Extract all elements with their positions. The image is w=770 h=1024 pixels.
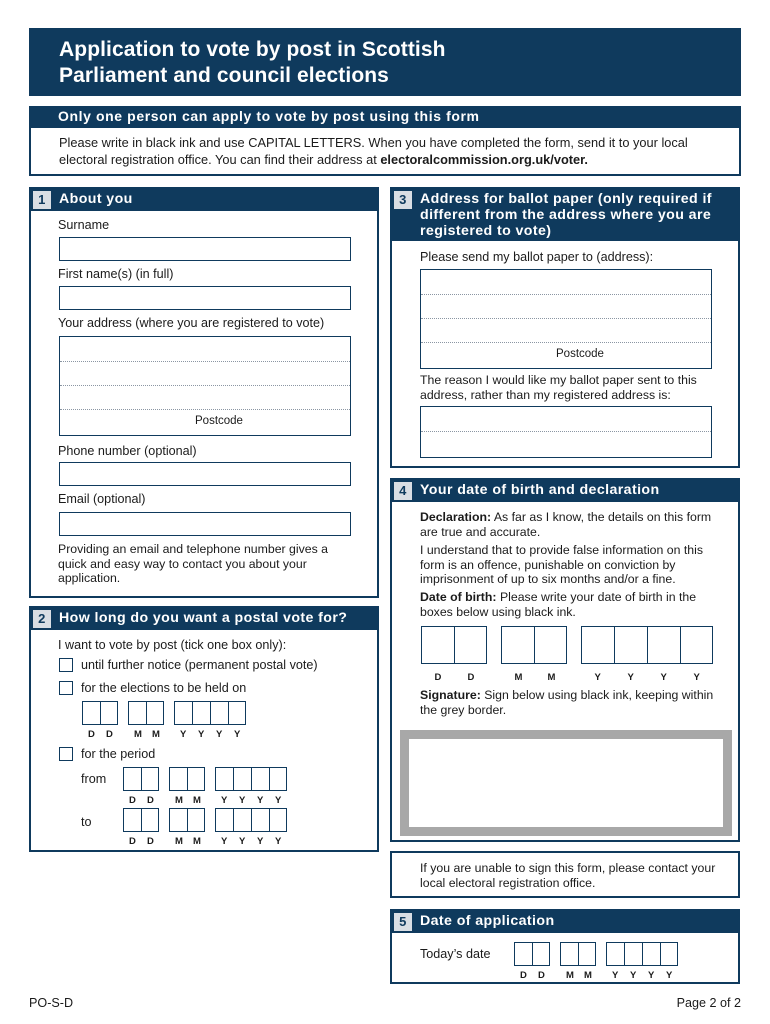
date-y-box[interactable] (606, 942, 678, 966)
period-to-label: to (81, 815, 92, 829)
date-y-box[interactable] (174, 701, 246, 725)
section-5-header (392, 911, 738, 933)
first-names-label: First name(s) (in full) (58, 267, 174, 281)
declaration-body: As far as I know, the details on this form are true and accurate. (420, 510, 712, 539)
section-3-title: Address for ballot paper (only required if different from the address where you are registered to vote) (420, 191, 712, 239)
section-3-header (392, 189, 738, 241)
address-dotted-line (60, 409, 350, 410)
reason-dotted-line (421, 431, 711, 432)
date-m-letter: M (134, 729, 142, 740)
date-cell-divider (578, 943, 579, 965)
period-from-label: from (81, 772, 107, 786)
period-checkbox[interactable] (59, 747, 73, 761)
date-cell-divider (233, 768, 234, 790)
date-y-letter: Y (180, 729, 187, 740)
date-cell-divider (614, 627, 615, 663)
date-cell-divider (534, 627, 535, 663)
false-information-warning: I understand that to provide false information on this form is an offence, punishable on conviction by imprisonment of up to six months and/or a fine. (420, 543, 703, 586)
date-m-letter: M (175, 795, 183, 806)
permanent-vote-checkbox[interactable] (59, 658, 73, 672)
one-person-banner: Only one person can apply to vote by post using this form (29, 106, 741, 128)
date-y-letter: Y (630, 970, 637, 981)
date-cell-divider (454, 627, 455, 663)
section-2-header (31, 608, 377, 630)
form-title-line-1: Application to vote by post in Scottish (59, 38, 446, 61)
dob-heading: Date of birth: (420, 590, 497, 604)
date-y-box[interactable] (215, 767, 287, 791)
date-cell-divider (269, 809, 270, 831)
date-d-letter: D (129, 836, 136, 847)
section-2-number: 2 (33, 610, 51, 628)
section-5-number: 5 (394, 913, 412, 931)
date-m-box[interactable] (128, 701, 164, 725)
date-y-letter: Y (239, 795, 246, 806)
date-y-letter: Y (594, 672, 601, 683)
ballot-postcode-label: Postcode (556, 348, 604, 360)
instructions-box (29, 128, 741, 176)
email-label: Email (optional) (58, 492, 146, 506)
date-y-letter: Y (221, 836, 228, 847)
contact-note: Providing an email and telephone number gives a quick and easy way to contact you about your application. (58, 542, 329, 585)
date-y-box[interactable] (215, 808, 287, 832)
home-address-field[interactable] (59, 336, 351, 436)
date-y-letter: Y (660, 672, 667, 683)
todays-date-boxes[interactable] (514, 942, 684, 981)
postal-vote-intro: I want to vote by post (tick one box only): (58, 638, 287, 652)
date-cell-divider (251, 768, 252, 790)
ballot-address-dotted-line (421, 318, 711, 319)
instructions-text: Please write in black ink and use CAPITAL LETTERS. When you have completed the form, send it to your local electoral registration office. You can find their address at (59, 135, 688, 167)
date-cell-divider (187, 809, 188, 831)
date-d-letter: D (538, 970, 545, 981)
address-dotted-line (60, 385, 350, 386)
section-1-title: About you (59, 191, 133, 207)
date-m-box[interactable] (560, 942, 596, 966)
date-y-letter: Y (257, 795, 264, 806)
period-to-date-boxes[interactable] (123, 808, 293, 847)
date-d-letter: D (520, 970, 527, 981)
date-m-letter: M (193, 795, 201, 806)
date-d-box[interactable] (514, 942, 550, 966)
date-cell-divider (660, 943, 661, 965)
section-5-title: Date of application (420, 913, 555, 929)
date-cell-divider (187, 768, 188, 790)
date-y-letter: Y (648, 970, 655, 981)
date-m-letter: M (175, 836, 183, 847)
surname-field[interactable] (59, 237, 351, 261)
home-postcode-label: Postcode (195, 415, 243, 427)
date-y-letter: Y (612, 970, 619, 981)
date-d-letter: D (147, 836, 154, 847)
declaration-heading: Declaration: (420, 510, 492, 524)
date-cell-divider (228, 702, 229, 724)
date-m-letter: M (566, 970, 574, 981)
date-y-letter: Y (221, 795, 228, 806)
date-d-box[interactable] (123, 808, 159, 832)
date-m-letter: M (514, 672, 523, 683)
date-cell-divider (141, 768, 142, 790)
unable-to-sign-box (390, 851, 740, 898)
date-y-letter: Y (198, 729, 205, 740)
date-cell-divider (269, 768, 270, 790)
surname-label: Surname (58, 218, 110, 232)
section-2-title: How long do you want a postal vote for? (59, 610, 348, 626)
phone-field[interactable] (59, 462, 351, 486)
email-field[interactable] (59, 512, 351, 536)
home-address-label: Your address (where you are registered to vote) (58, 316, 325, 330)
date-d-box[interactable] (421, 626, 487, 664)
election-date-boxes[interactable] (82, 701, 252, 740)
date-cell-divider (233, 809, 234, 831)
form-code: PO-S-D (29, 996, 74, 1010)
section-4-header (392, 480, 738, 502)
todays-date-label: Today’s date (420, 947, 491, 961)
date-d-letter: D (88, 729, 95, 740)
phone-label: Phone number (optional) (58, 444, 197, 458)
date-m-letter: M (193, 836, 201, 847)
form-title-line-2: Parliament and council elections (59, 64, 389, 87)
date-cell-divider (624, 943, 625, 965)
ballot-address-dotted-line (421, 342, 711, 343)
specific-election-checkbox[interactable] (59, 681, 73, 695)
dob-body: Please write your date of birth in the boxes below using black ink. (420, 590, 697, 619)
date-of-birth-boxes[interactable] (421, 626, 721, 686)
date-y-letter: Y (275, 795, 282, 806)
date-cell-divider (642, 943, 643, 965)
date-cell-divider (210, 702, 211, 724)
page-number: Page 2 of 2 (676, 996, 741, 1010)
date-cell-divider (141, 809, 142, 831)
ballot-reason-field[interactable] (420, 406, 712, 458)
section-ballot-address (390, 187, 740, 468)
date-d-letter: D (129, 795, 136, 806)
date-d-box[interactable] (82, 701, 118, 725)
date-m-letter: M (584, 970, 592, 981)
date-d-letter: D (106, 729, 113, 740)
signature-body: Sign below using black ink, keeping within the grey border. (420, 688, 714, 717)
declaration-text (420, 510, 720, 539)
date-cell-divider (146, 702, 147, 724)
section-4-title: Your date of birth and declaration (420, 482, 660, 498)
section-1-number: 1 (33, 191, 51, 209)
dob-instructions (420, 590, 720, 619)
section-postal-vote-duration (29, 606, 379, 852)
address-dotted-line (60, 361, 350, 362)
date-m-letter: M (152, 729, 160, 740)
ballot-address-field[interactable] (420, 269, 712, 369)
date-cell-divider (100, 702, 101, 724)
date-cell-divider (251, 809, 252, 831)
section-dob-declaration (390, 478, 740, 842)
ballot-address-dotted-line (421, 294, 711, 295)
signature-heading: Signature: (420, 688, 481, 702)
date-m-letter: M (547, 672, 556, 683)
date-y-letter: Y (239, 836, 246, 847)
signature-box[interactable] (400, 730, 732, 836)
period-label: for the period (81, 747, 156, 761)
date-m-box[interactable] (501, 626, 567, 664)
unable-to-sign-note: If you are unable to sign this form, please contact your local electoral registration office. (420, 861, 716, 890)
period-from-date-boxes[interactable] (123, 767, 293, 806)
date-d-letter: D (147, 795, 154, 806)
specific-election-label: for the elections to be held on (81, 681, 247, 695)
date-d-letter: D (467, 672, 475, 683)
date-y-letter: Y (666, 970, 673, 981)
date-y-letter: Y (627, 672, 634, 683)
ballot-address-intro: Please send my ballot paper to (address): (420, 250, 654, 264)
date-y-box[interactable] (581, 626, 713, 664)
section-date-of-application (390, 909, 740, 984)
date-y-letter: Y (234, 729, 241, 740)
date-y-letter: Y (216, 729, 223, 740)
date-cell-divider (532, 943, 533, 965)
electoral-commission-link[interactable]: electoralcommission.org.uk/voter. (380, 152, 588, 167)
signature-instructions (420, 688, 720, 717)
date-y-letter: Y (693, 672, 700, 683)
date-cell-divider (680, 627, 681, 663)
date-d-box[interactable] (123, 767, 159, 791)
date-m-box[interactable] (169, 808, 205, 832)
date-cell-divider (192, 702, 193, 724)
date-m-box[interactable] (169, 767, 205, 791)
date-d-letter: D (434, 672, 442, 683)
ballot-reason-label: The reason I would like my ballot paper sent to this address, rather than my registered address is: (420, 373, 697, 402)
date-y-letter: Y (257, 836, 264, 847)
first-names-field[interactable] (59, 286, 351, 310)
permanent-vote-label: until further notice (permanent postal vote) (81, 658, 318, 672)
section-3-number: 3 (394, 191, 412, 209)
section-1-header (31, 189, 377, 211)
date-cell-divider (647, 627, 648, 663)
date-y-letter: Y (275, 836, 282, 847)
section-about-you (29, 187, 379, 598)
form-header (29, 28, 741, 96)
section-4-number: 4 (394, 482, 412, 500)
